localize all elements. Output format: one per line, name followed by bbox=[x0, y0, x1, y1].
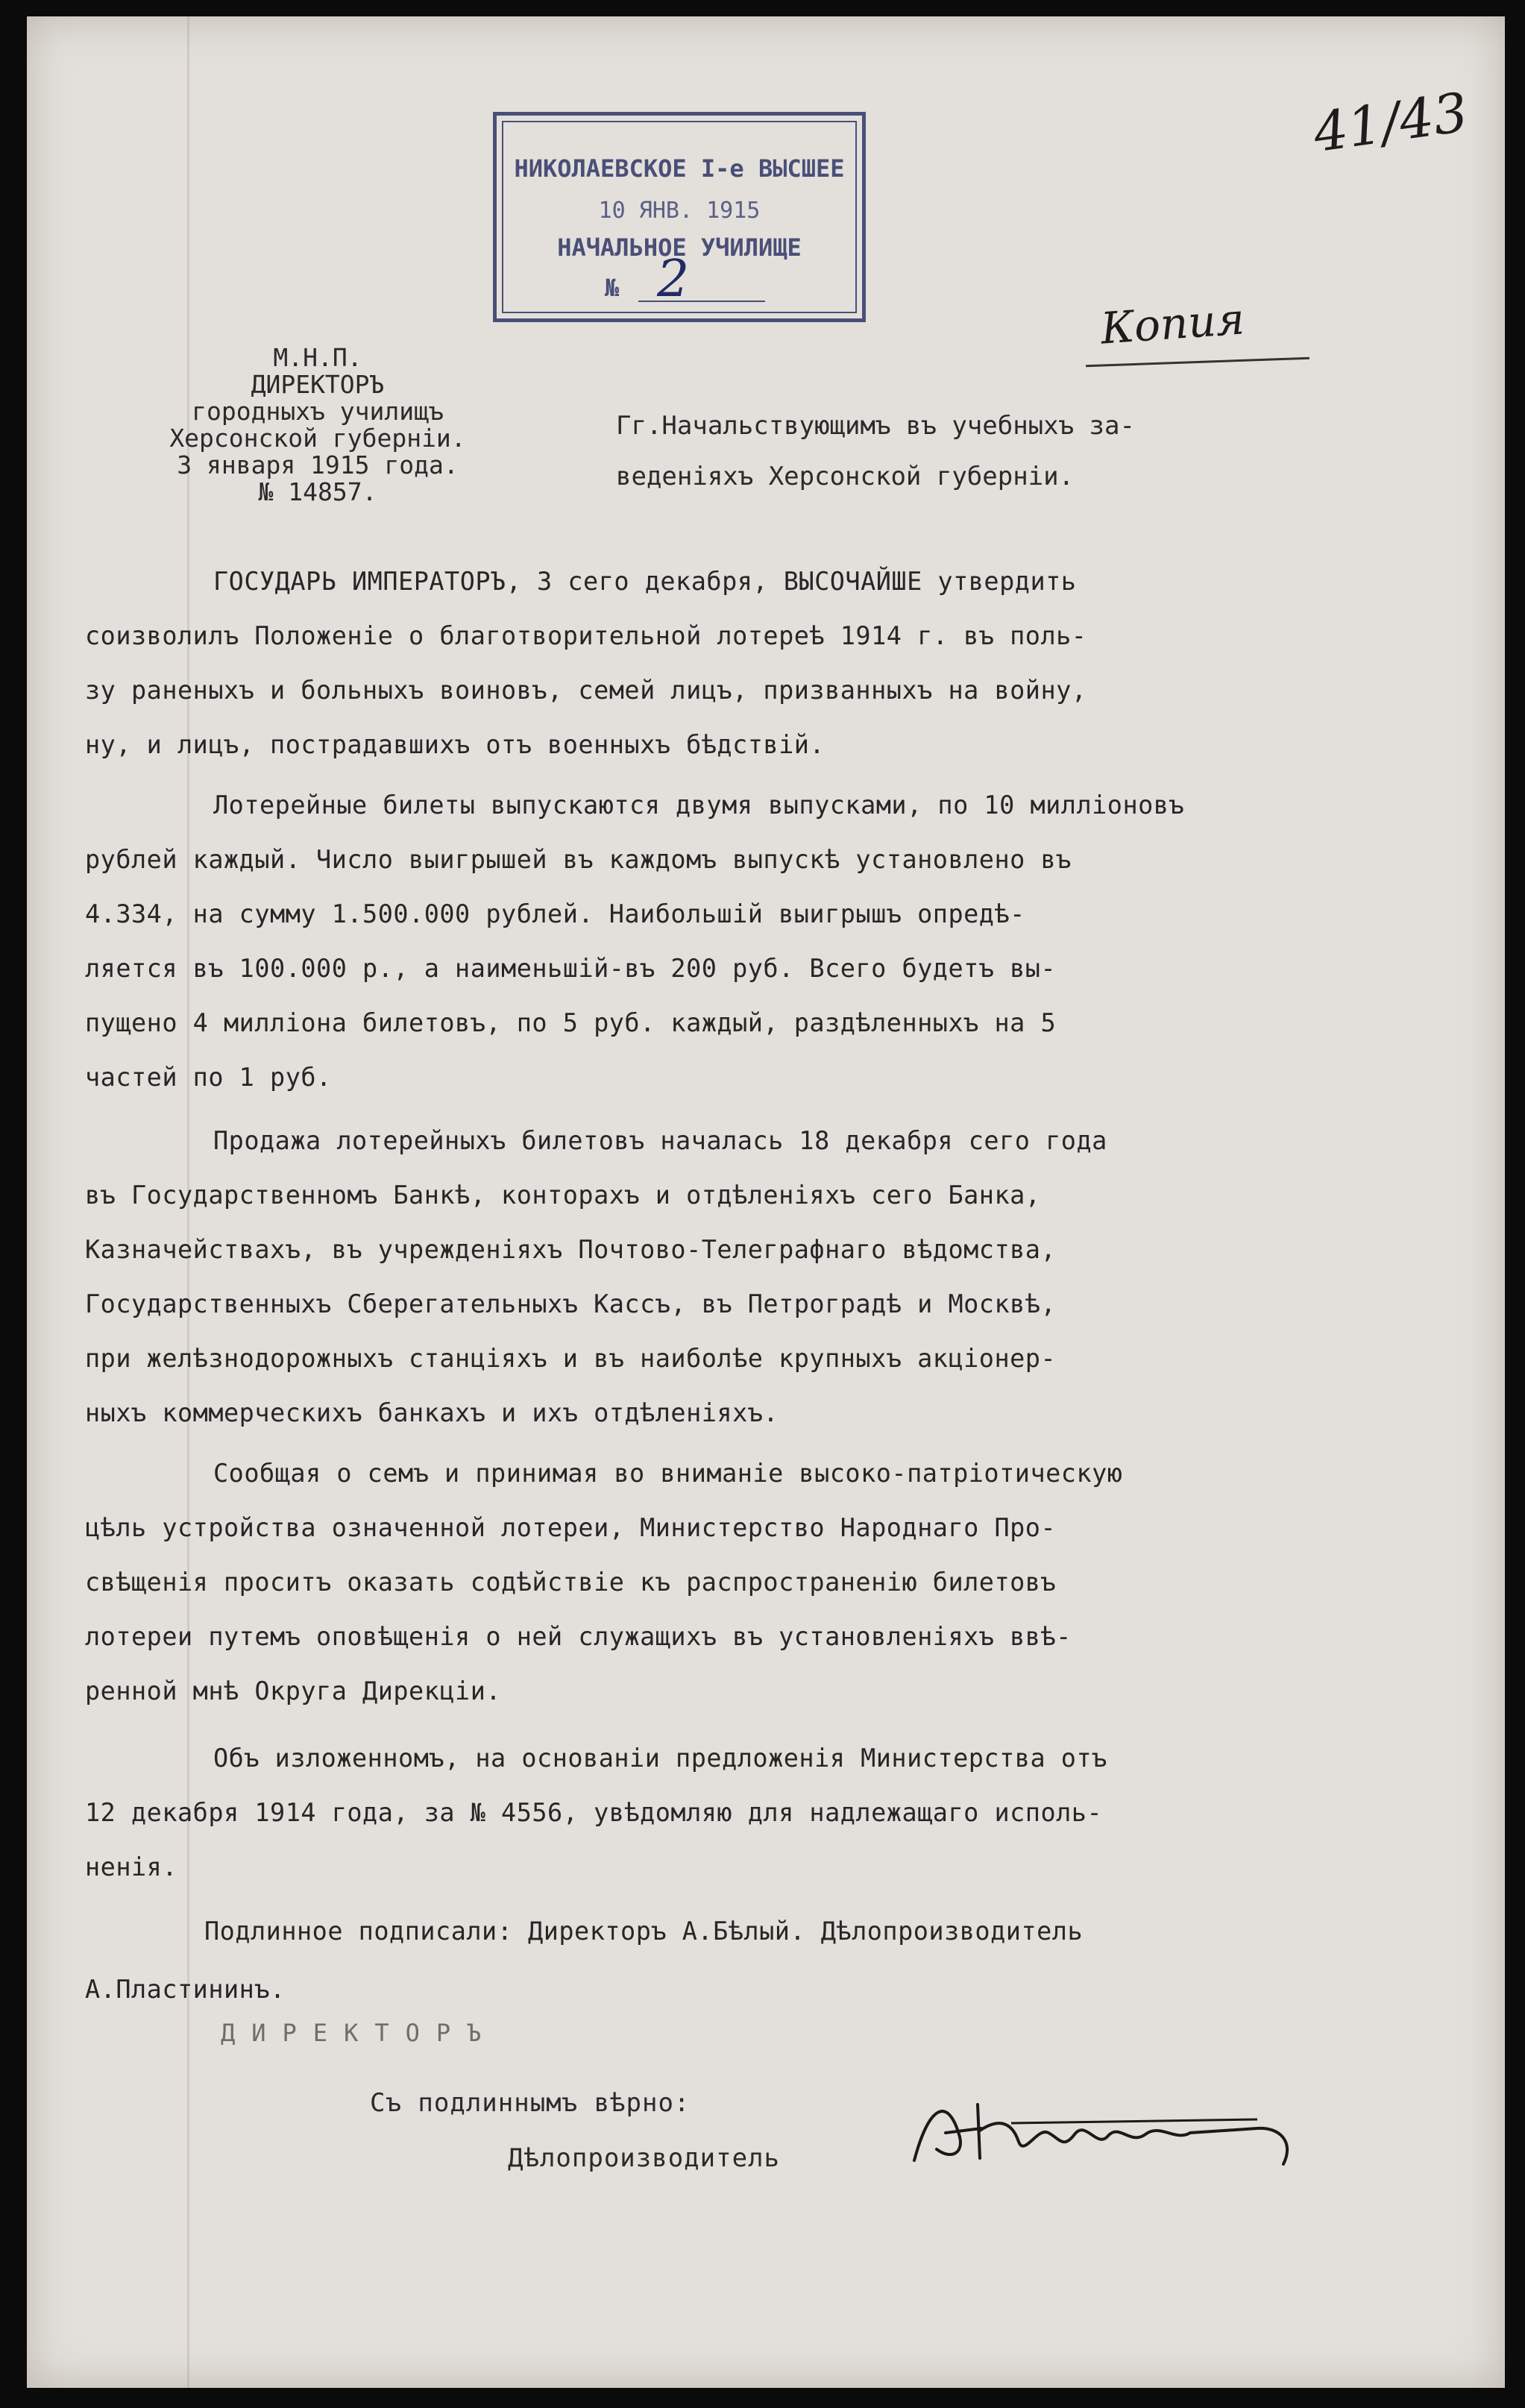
body-line: при желѣзнодорожныхъ станціяхъ и въ наиболѣе крупныхъ акціонер- bbox=[85, 1344, 1057, 1373]
body-line: ляется въ 100.000 р., а наименьшій-въ 200 руб. Всего будетъ вы- bbox=[85, 954, 1057, 983]
copy-mark-underline bbox=[1086, 357, 1309, 367]
issuer-header bbox=[124, 345, 512, 506]
issuer-number: № 14857. bbox=[258, 477, 377, 506]
stamp-number-rule bbox=[638, 301, 765, 302]
issuer-title: ДИРЕКТОРЪ bbox=[251, 370, 385, 399]
body-line: Лотерейные билеты выпускаются двумя выпусками, по 10 милліоновъ bbox=[213, 790, 1185, 820]
body-line: Сообщая о семъ и принимая во вниманіе высоко-патріотическую bbox=[213, 1459, 1123, 1488]
body-line: свѣщенія проситъ оказать содѣйствіе къ распространенію билетовъ bbox=[85, 1568, 1057, 1597]
body-line: ренной мнѣ Округа Дирекціи. bbox=[85, 1676, 502, 1706]
stamp-number-value: 2 bbox=[657, 250, 690, 309]
stamp-school-type: НАЧАЛЬНОЕ УЧИЛИЩЕ bbox=[557, 233, 802, 262]
body-line: ГОСУДАРЬ ИМПЕРАТОРЪ, 3 сего декабря, ВЫСОЧАЙШЕ утвердить bbox=[213, 567, 1077, 596]
stamp-school-name: НИКОЛАЕВСКОЕ I-е ВЫСШЕЕ bbox=[514, 154, 845, 183]
body-line: Продажа лотерейныхъ билетовъ началась 18 декабря сего года bbox=[213, 1126, 1107, 1155]
issuer-date: 3 января 1915 года. bbox=[177, 450, 459, 480]
body-line: Подлинное подписали: Директоръ А.Бѣлый. Дѣлопроизводитель bbox=[204, 1917, 1084, 1946]
certification-line: Съ подлиннымъ вѣрно: bbox=[370, 2088, 691, 2118]
copy-mark: Копия bbox=[1098, 293, 1247, 354]
body-line: рублей каждый. Число выигрышей въ каждомъ выпускѣ установлено въ bbox=[85, 845, 1072, 874]
addressee bbox=[616, 400, 1135, 502]
addressee-line: веденіяхъ Херсонской губерніи. bbox=[616, 462, 1075, 491]
body-line: Государственныхъ Сберегательныхъ Кассъ, въ Петроградѣ и Москвѣ, bbox=[85, 1289, 1057, 1318]
body-line: зу раненыхъ и больныхъ воиновъ, семей лицъ, призванныхъ на войну, bbox=[85, 676, 1087, 705]
body-line: Объ изложенномъ, на основаніи предложенія Министерства отъ bbox=[213, 1744, 1107, 1773]
corner-page-annotation: 41/43 bbox=[1309, 80, 1472, 165]
faint-overprint: ДИРЕКТОРЪ bbox=[221, 2019, 498, 2047]
body-line: ненія. bbox=[85, 1852, 178, 1882]
body-line: ну, и лицъ, пострадавшихъ отъ военныхъ бѣдствій. bbox=[85, 730, 826, 759]
clerk-signature bbox=[907, 2090, 1309, 2179]
stamp-number-label: № bbox=[605, 274, 620, 302]
body-line: 4.334, на сумму 1.500.000 рублей. Наибольшій выигрышъ опредѣ- bbox=[85, 899, 1025, 928]
body-line: А.Пластининъ. bbox=[85, 1975, 286, 2004]
stamp-date: 10 ЯНВ. 1915 bbox=[598, 198, 761, 224]
body-line: ныхъ коммерческихъ банкахъ и ихъ отдѣленіяхъ. bbox=[85, 1398, 779, 1427]
body-line: цѣль устройства означенной лотереи, Министерство Народнаго Про- bbox=[85, 1513, 1057, 1542]
issuer-schools: городныхъ училищъ bbox=[192, 397, 444, 426]
body-line: въ Государственномъ Банкѣ, конторахъ и отдѣленіяхъ сего Банка, bbox=[85, 1181, 1041, 1210]
body-line: Казначействахъ, въ учрежденіяхъ Почтово-Телеграфнаго вѣдомства, bbox=[85, 1235, 1057, 1264]
addressee-line: Гг.Начальствующимъ въ учебныхъ за- bbox=[616, 411, 1135, 441]
school-stamp bbox=[493, 112, 866, 322]
certification-clerk: Дѣлопроизводитель bbox=[508, 2143, 780, 2173]
body-line: пущено 4 милліона билетовъ, по 5 руб. каждый, раздѣленныхъ на 5 bbox=[85, 1008, 1057, 1037]
body-line: 12 декабря 1914 года, за № 4556, увѣдомляю для надлежащаго исполь- bbox=[85, 1798, 1103, 1827]
issuer-province: Херсонской губерніи. bbox=[169, 424, 466, 453]
body-line: лотереи путемъ оповѣщенія о ней служащихъ въ установленіяхъ ввѣ- bbox=[85, 1622, 1072, 1651]
body-line: соизволилъ Положеніе о благотворительной лотереѣ 1914 г. въ поль- bbox=[85, 621, 1087, 650]
document-page bbox=[27, 16, 1505, 2388]
body-line: частей по 1 руб. bbox=[85, 1063, 332, 1092]
issuer-ministry: М.Н.П. bbox=[273, 343, 362, 372]
